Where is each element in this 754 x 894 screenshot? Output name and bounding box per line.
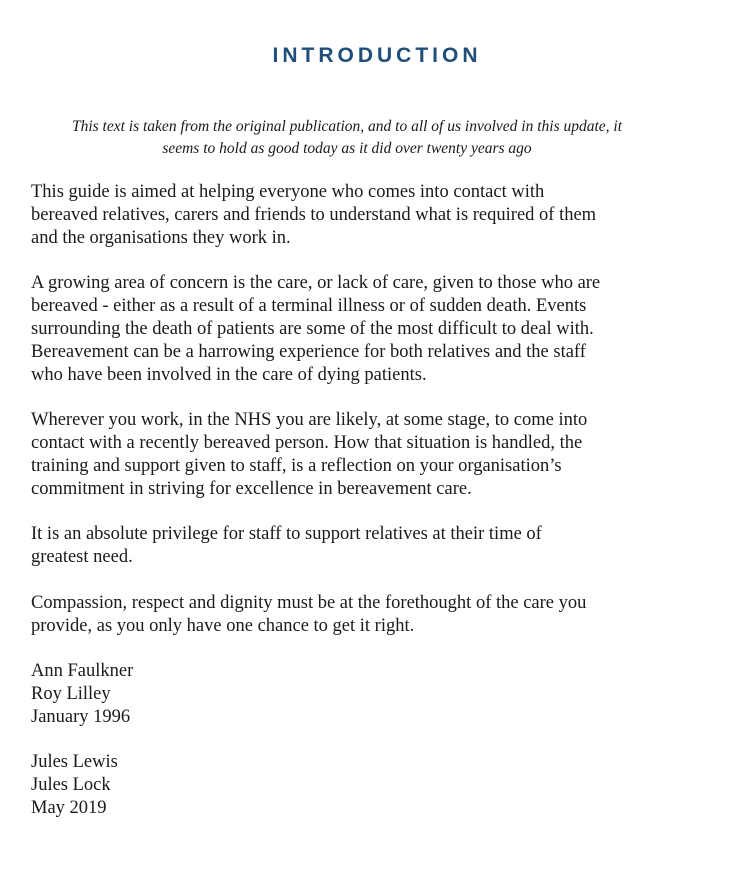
paragraph-line: greatest need. bbox=[31, 547, 133, 567]
paragraph-line: Compassion, respect and dignity must be at the forethought of the care you bbox=[31, 593, 587, 613]
intro-note-line: seems to hold as good today as it did over twenty years ago bbox=[162, 140, 532, 157]
author-name: Jules Lock bbox=[31, 775, 111, 795]
paragraph-privilege bbox=[31, 523, 671, 569]
paragraph-compassion bbox=[31, 592, 671, 638]
signature-date: May 2019 bbox=[31, 798, 107, 818]
signature-date: January 1996 bbox=[31, 707, 131, 727]
signature-block-update bbox=[31, 751, 671, 820]
paragraph-guide-purpose bbox=[31, 181, 671, 250]
intro-note bbox=[30, 116, 664, 160]
paragraph-line: commitment in striving for excellence in bereavement care. bbox=[31, 479, 472, 499]
paragraph-line: who have been involved in the care of dying patients. bbox=[31, 365, 427, 385]
signature-block-original bbox=[31, 660, 671, 729]
paragraph-line: contact with a recently bereaved person. How that situation is handled, the bbox=[31, 433, 583, 453]
author-name: Ann Faulkner bbox=[31, 661, 134, 681]
paragraph-line: This guide is aimed at helping everyone who comes into contact with bbox=[31, 182, 545, 202]
paragraph-line: bereaved - either as a result of a terminal illness or of sudden death. Events bbox=[31, 296, 587, 316]
paragraph-line: A growing area of concern is the care, or lack of care, given to those who are bbox=[31, 273, 601, 293]
page-title: INTRODUCTION bbox=[272, 44, 482, 67]
paragraph-line: Wherever you work, in the NHS you are likely, at some stage, to come into bbox=[31, 410, 588, 430]
intro-note-line: This text is taken from the original publication, and to all of us involved in this update, it bbox=[71, 118, 623, 135]
paragraph-line: training and support given to staff, is a reflection on your organisation’s bbox=[31, 456, 562, 476]
paragraph-line: Bereavement can be a harrowing experience for both relatives and the staff bbox=[31, 342, 586, 362]
paragraph-line: provide, as you only have one chance to get it right. bbox=[31, 616, 415, 636]
paragraph-area-of-concern bbox=[31, 272, 671, 387]
paragraph-line: surrounding the death of patients are some of the most difficult to deal with. bbox=[31, 319, 594, 339]
author-name: Jules Lewis bbox=[31, 752, 118, 772]
paragraph-line: and the organisations they work in. bbox=[31, 228, 291, 248]
paragraph-nhs-contact bbox=[31, 409, 671, 501]
paragraph-line: bereaved relatives, carers and friends to understand what is required of them bbox=[31, 205, 597, 225]
paragraph-line: It is an absolute privilege for staff to support relatives at their time of bbox=[31, 524, 542, 544]
author-name: Roy Lilley bbox=[31, 684, 111, 704]
